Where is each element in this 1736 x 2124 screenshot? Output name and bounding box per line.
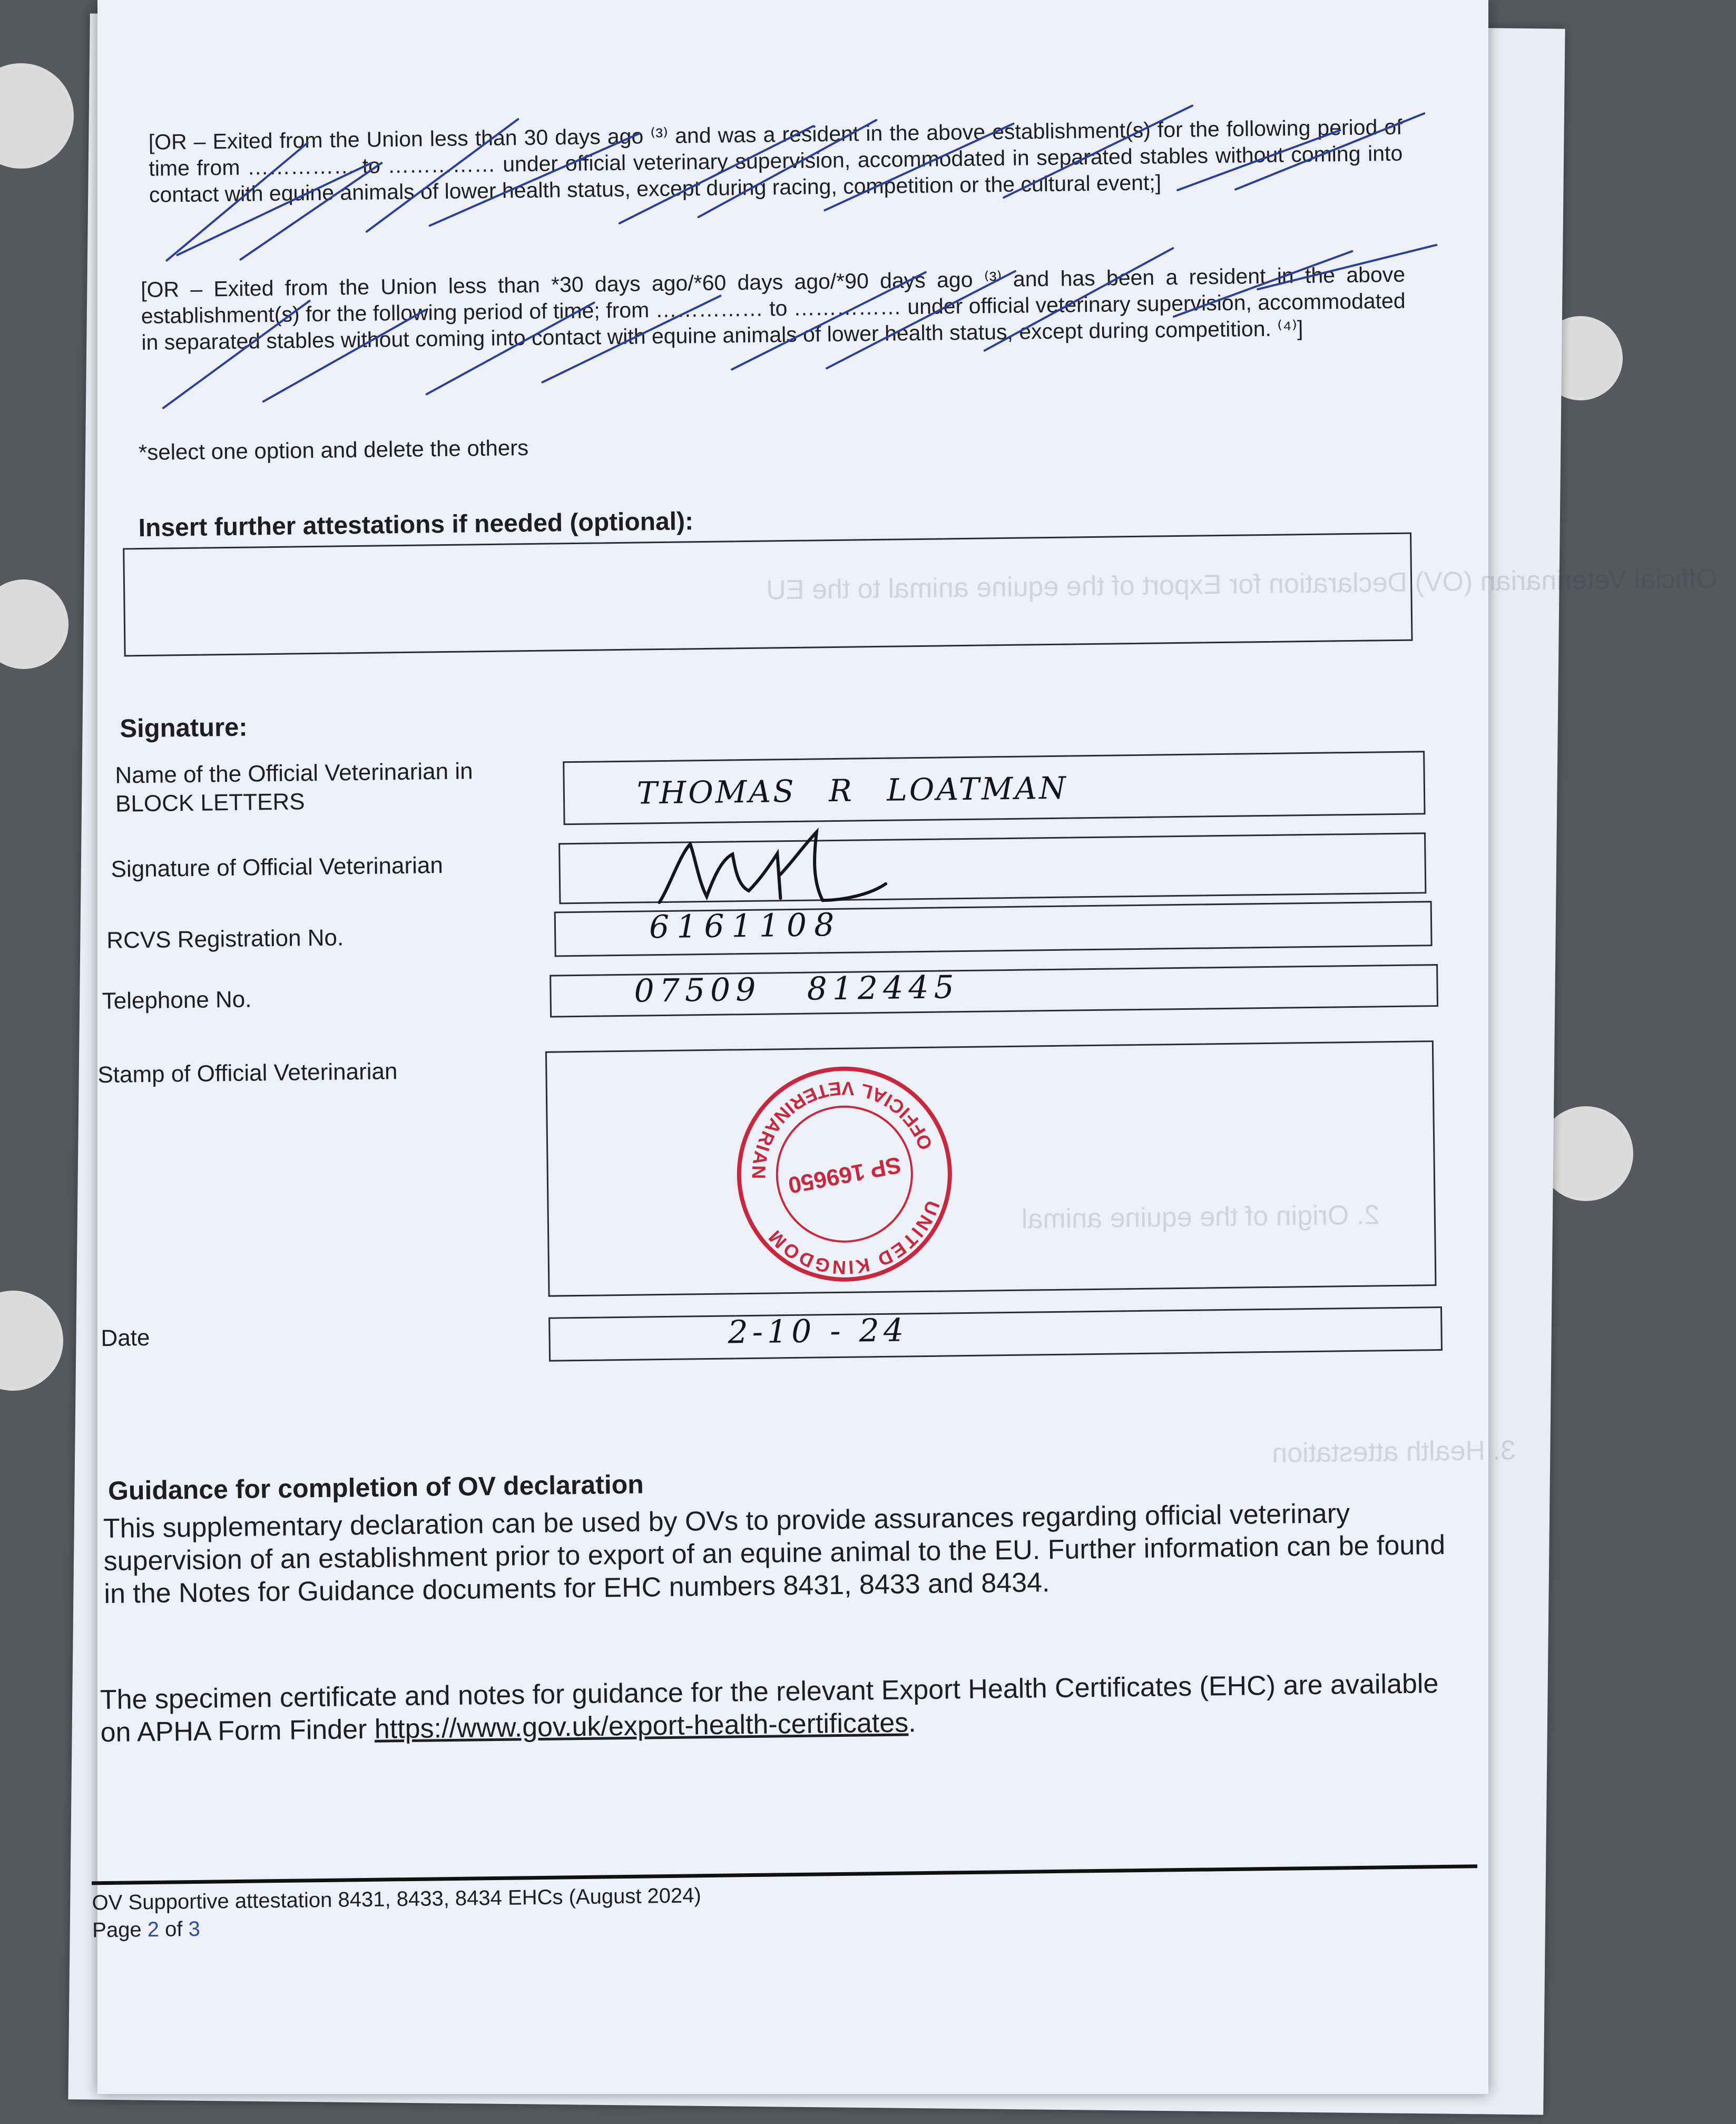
footer (92, 1882, 701, 1944)
show-through-text: 2. Origin of the equine animal (1021, 1199, 1380, 1235)
select-one-note: *select one option and delete the others (138, 435, 529, 465)
stamp-label: Stamp of Official Veterinarian (97, 1058, 398, 1088)
option-multi-days-paragraph: [OR – Exited from the Union less than *30 days ago/*60 days ago/*90 days ago ⁽³⁾ and has been a resident in the above establishment(s) for the following period of time; from …………… to …………… under official veterinary supervision, accommodated in separated stables without coming into contact with equine animals of lower health status, except during competition. ⁽⁴⁾] (140, 262, 1406, 355)
rcvs-value: 6161108 (649, 906, 842, 946)
svg-text:OFFICIAL VETERINARIAN: OFFICIAL VETERINARIAN (748, 1077, 937, 1181)
export-health-certificates-link[interactable]: https://www.gov.uk/export-health-certificates (374, 1707, 909, 1745)
official-veterinarian-stamp (724, 1054, 964, 1294)
stamp-field[interactable] (545, 1040, 1437, 1297)
further-attestations-box[interactable] (123, 533, 1413, 657)
date-label: Date (101, 1324, 150, 1352)
rcvs-label: RCVS Registration No. (106, 925, 344, 953)
guidance-title: Guidance for completion of OV declaration (107, 1469, 644, 1506)
svg-text:SP 169650: SP 169650 (786, 1152, 904, 1198)
background-dot (0, 1291, 63, 1391)
document-page (92, 0, 1718, 2094)
page-content (85, 0, 1718, 2102)
signature-heading: Signature: (120, 713, 248, 743)
show-through-text: 3. Health attestation (1271, 1435, 1516, 1469)
footer-document-title: OV Supportive attestation 8431, 8433, 8434 EHCs (August 2024) (92, 1884, 702, 1915)
date-value: 2-10 - 24 (728, 1312, 908, 1351)
handwritten-signature (648, 821, 891, 919)
date-field[interactable] (548, 1306, 1443, 1362)
deletion-pen-strikes (85, 0, 1481, 430)
ov-name-label: Name of the Official Veterinarian in BLOCK LETTERS (115, 758, 473, 817)
svg-text:UNITED KINGDOM: UNITED KINGDOM (763, 1197, 945, 1279)
show-through-text: Official Veterinarian (OV) Declaration for Export of the equine animal to the EU (766, 563, 1718, 606)
guidance-paragraph-1: This supplementary declaration can be used by OVs to provide assurances regarding official veterinary supervision of an establishment prior to export of an equine animal to the EU. Further information can be found in the Notes for Guidance documents for EHC numbers 8431, 8433 and 8434. (103, 1498, 1446, 1610)
telephone-value: 07509 812445 (634, 969, 960, 1010)
further-attestations-label: Insert further attestations if needed (optional): (138, 507, 694, 543)
background-dot (0, 63, 74, 169)
page-number: Page 2 of 3 (92, 1917, 201, 1942)
footer-rule (92, 1864, 1477, 1885)
guidance-paragraph-2: The specimen certificate and notes for guidance for the relevant Export Health Certificates (EHC) are available on APHA Form Finder https://www.gov.uk/export-health-certificates. (100, 1668, 1439, 1748)
background-dot (0, 579, 68, 669)
ov-name-value: THOMAS R LOATMAN (636, 770, 1068, 811)
ov-signature-label: Signature of Official Veterinarian (111, 852, 444, 882)
telephone-label: Telephone No. (102, 986, 252, 1015)
option-30-days-paragraph: [OR – Exited from the Union less than 30 days ago ⁽³⁾ and was a resident in the above establishment(s) for the following period of time from …………… to …………… under official veterinary supervision, accommodated in separated stables without coming into contact with equine animals of lower health status, except during racing, competition or the cultural event;] (148, 114, 1403, 207)
